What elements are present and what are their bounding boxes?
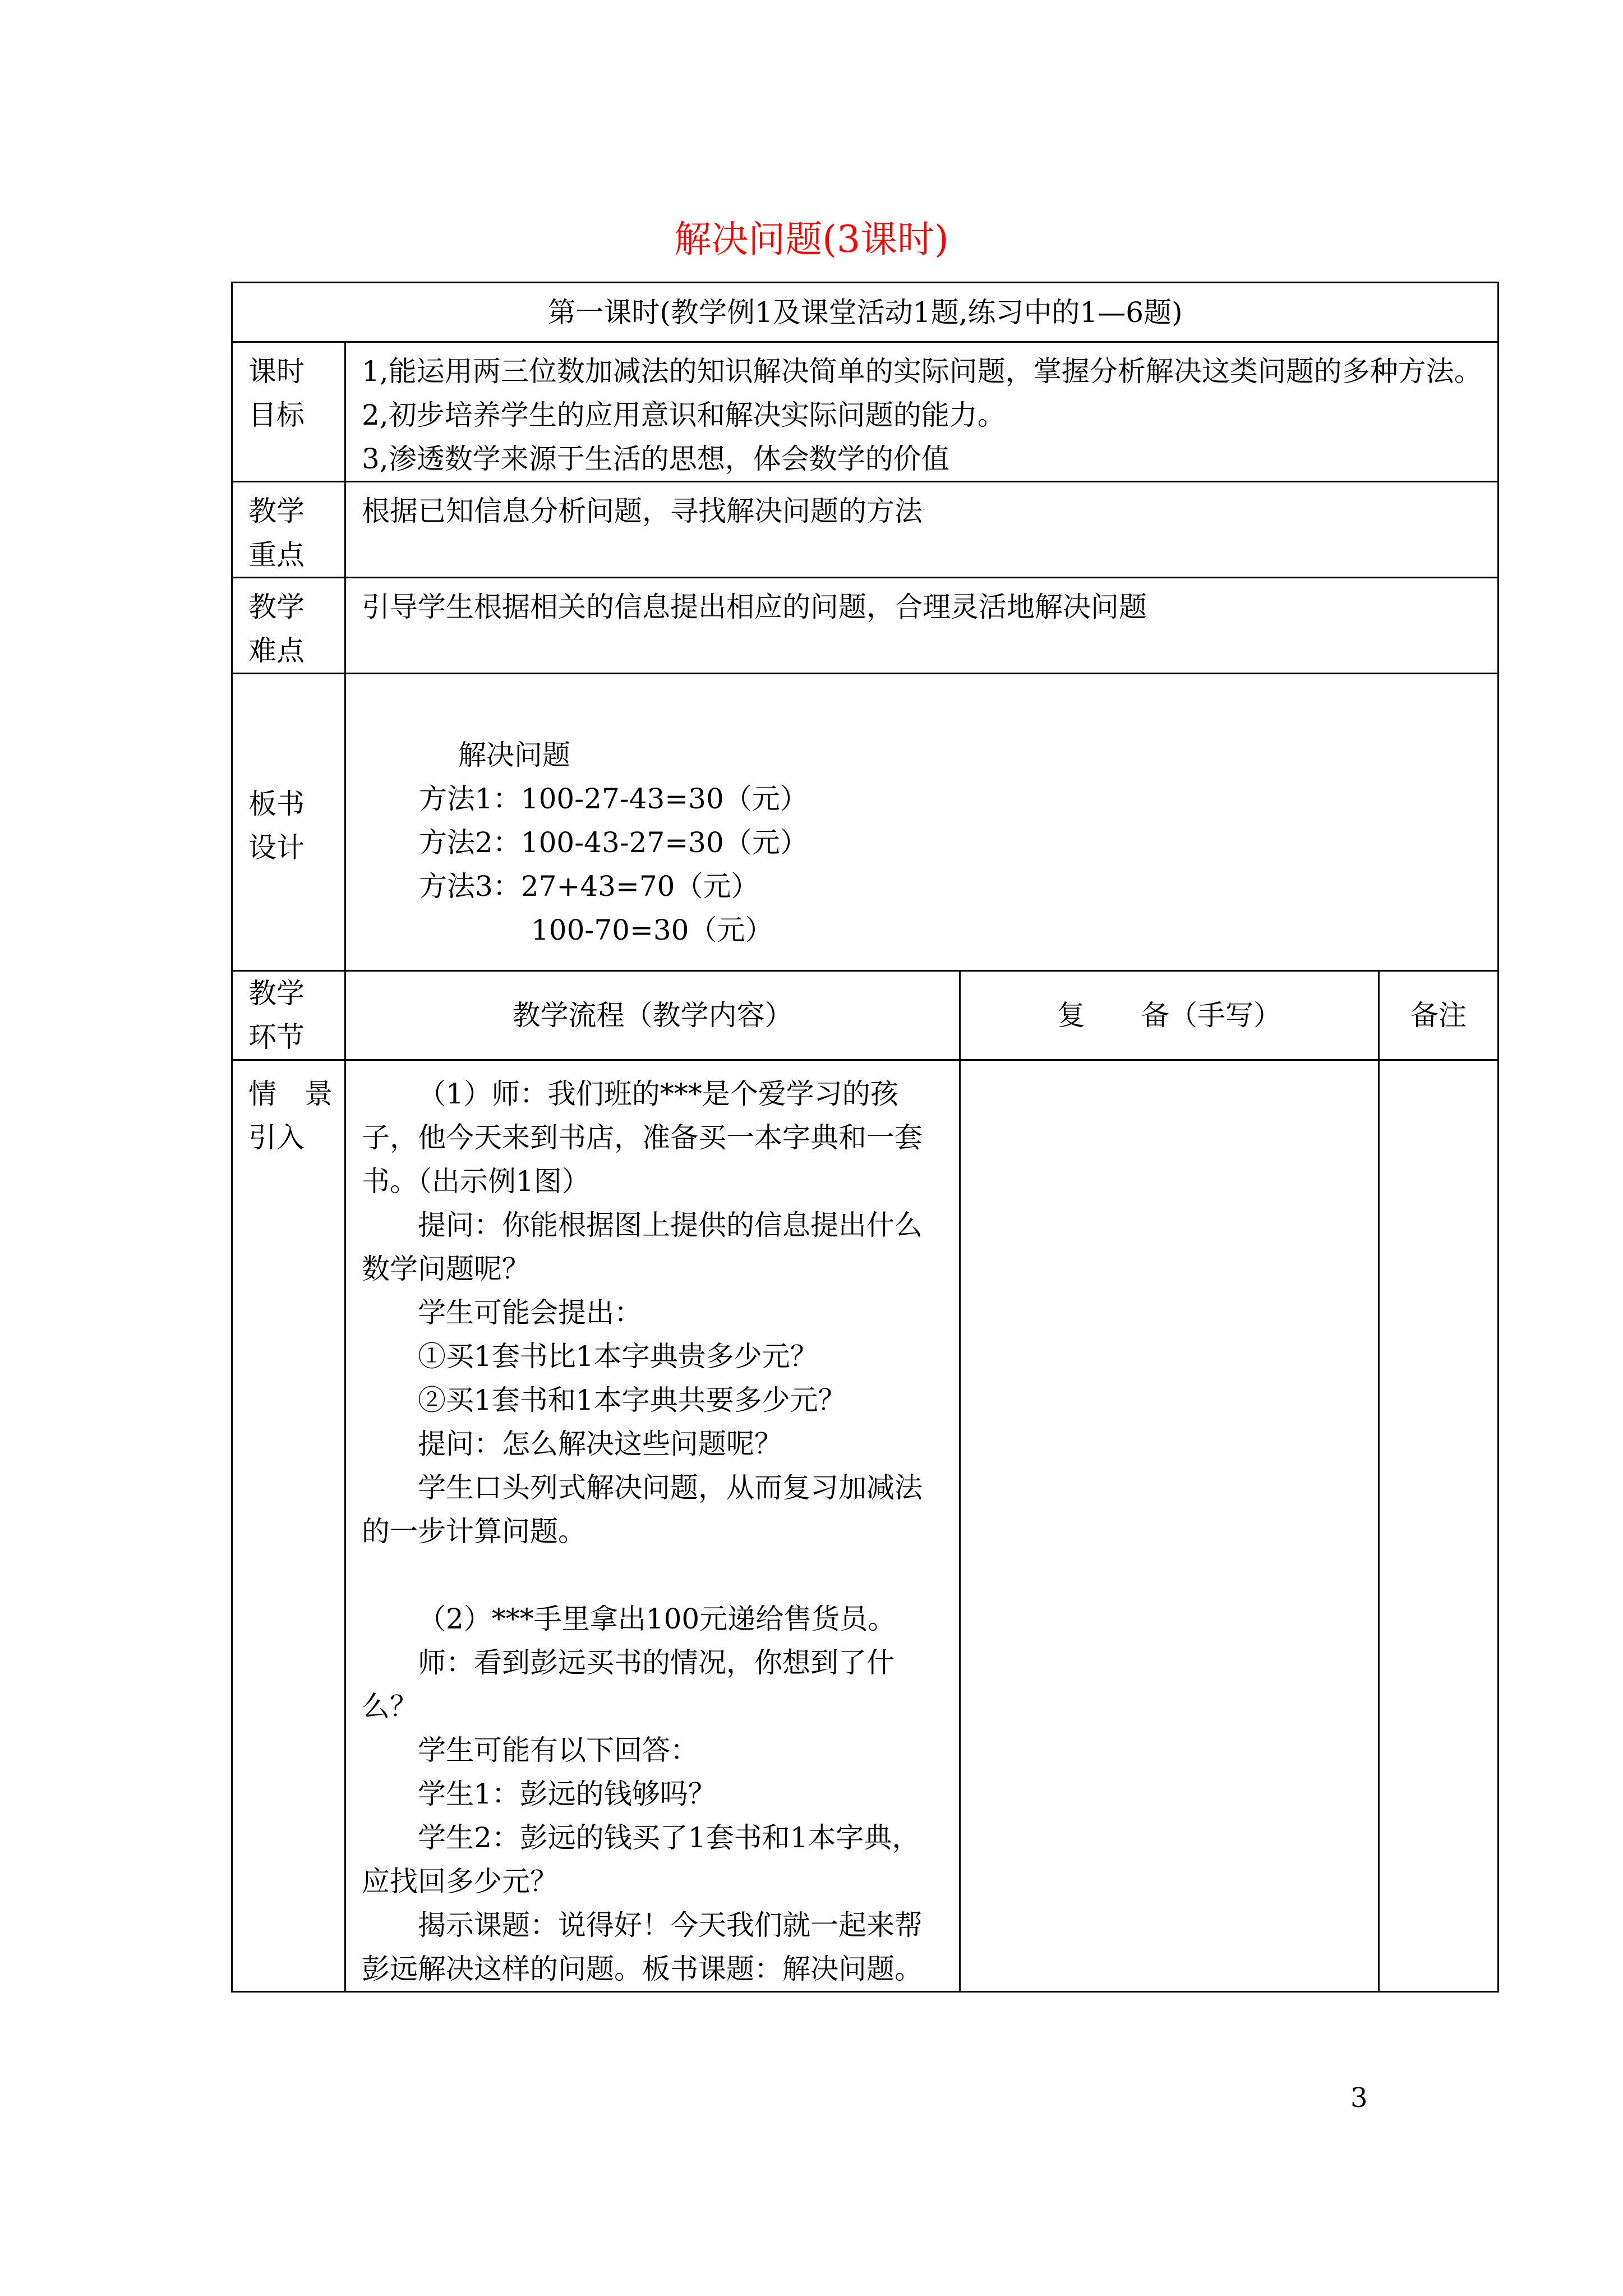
review-cell [960,1060,1379,1992]
flow-paragraph: 学生可能有以下回答： [418,1734,698,1766]
flow-paragraph: 学生1：彭远的钱够吗？ [418,1778,716,1810]
lesson-plan-table [231,282,1499,1993]
page-number: 3 [1350,2082,1368,2114]
board-line: 方法3：27+43=70（元） [419,870,759,903]
board-line: 方法1：100-27-43=30（元） [419,783,808,815]
flow-column-header: 教学流程（教学内容） [345,971,960,1060]
flow-paragraph: （1）师：我们班的***是个爱学习的孩子，他今天来到书店，准备买一本字典和一套书。（出示例1图） [362,1078,923,1198]
notes-column-header: 备注 [1379,971,1498,1060]
key-points-row [232,482,1498,578]
intro-flow-content [345,1060,960,1992]
board-line: 解决问题 [458,739,570,771]
intro-stage-label: 情 景 引入 [232,1060,345,1992]
lesson-header: 第一课时(教学例1及课堂活动1题,练习中的1—6题) [232,283,1498,342]
document-title: 解决问题(3课时) [674,218,949,261]
lesson-header-row [232,283,1498,342]
key-points-label: 教学 重点 [232,482,345,578]
flow-paragraph: 提问：你能根据图上提供的信息提出什么数学问题呢？ [362,1209,923,1285]
flow-paragraph: 学生2：彭远的钱买了1套书和1本字典，应找回多少元？ [362,1821,920,1898]
review-column-header: 复 备（手写） [960,971,1379,1060]
flow-paragraph: ①买1套书比1本字典贵多少元？ [418,1340,818,1373]
notes-cell [1379,1060,1498,1992]
objectives-content [345,342,1498,482]
intro-row [232,1060,1498,1992]
flow-paragraph: 学生可能会提出： [418,1296,642,1329]
objectives-label: 课时 目标 [232,342,345,482]
flow-paragraph: ②买1套书和1本字典共要多少元？ [418,1384,846,1416]
board-design-content [345,674,1498,971]
board-line: 方法2：100-43-27=30（元） [419,826,808,859]
difficulties-label: 教学 难点 [232,578,345,674]
board-line: 100-70=30（元） [531,914,773,946]
flow-spacer [362,1553,942,1597]
difficulties-content: 引导学生根据相关的信息提出相应的问题，合理灵活地解决问题 [345,578,1498,674]
objective-line: 2,初步培养学生的应用意识和解决实际问题的能力。 [362,399,1006,431]
objective-line: 1,能运用两三位数加减法的知识解决简单的实际问题，掌握分析解决这类问题的多种方法。 [362,355,1482,388]
flow-paragraph: 学生口头列式解决问题，从而复习加减法的一步计算问题。 [362,1471,923,1548]
flow-paragraph: 师：看到彭远买书的情况，你想到了什么？ [362,1646,895,1723]
column-header-row [232,971,1498,1060]
stage-column-header: 教学 环节 [232,971,345,1060]
objectives-row [232,342,1498,482]
flow-paragraph: 提问：怎么解决这些问题呢？ [418,1428,782,1460]
board-design-label: 板书 设计 [232,674,345,971]
objective-line: 3,渗透数学来源于生活的思想，体会数学的价值 [362,443,949,475]
flow-paragraph: （2）***手里拿出100元递给售货员。 [418,1603,896,1635]
board-design-row [232,674,1498,971]
difficulties-row [232,578,1498,674]
flow-paragraph: 揭示课题：说得好！今天我们就一起来帮彭远解决这样的问题。板书课题：解决问题。 [362,1909,923,1985]
key-points-content: 根据已知信息分析问题，寻找解决问题的方法 [345,482,1498,578]
